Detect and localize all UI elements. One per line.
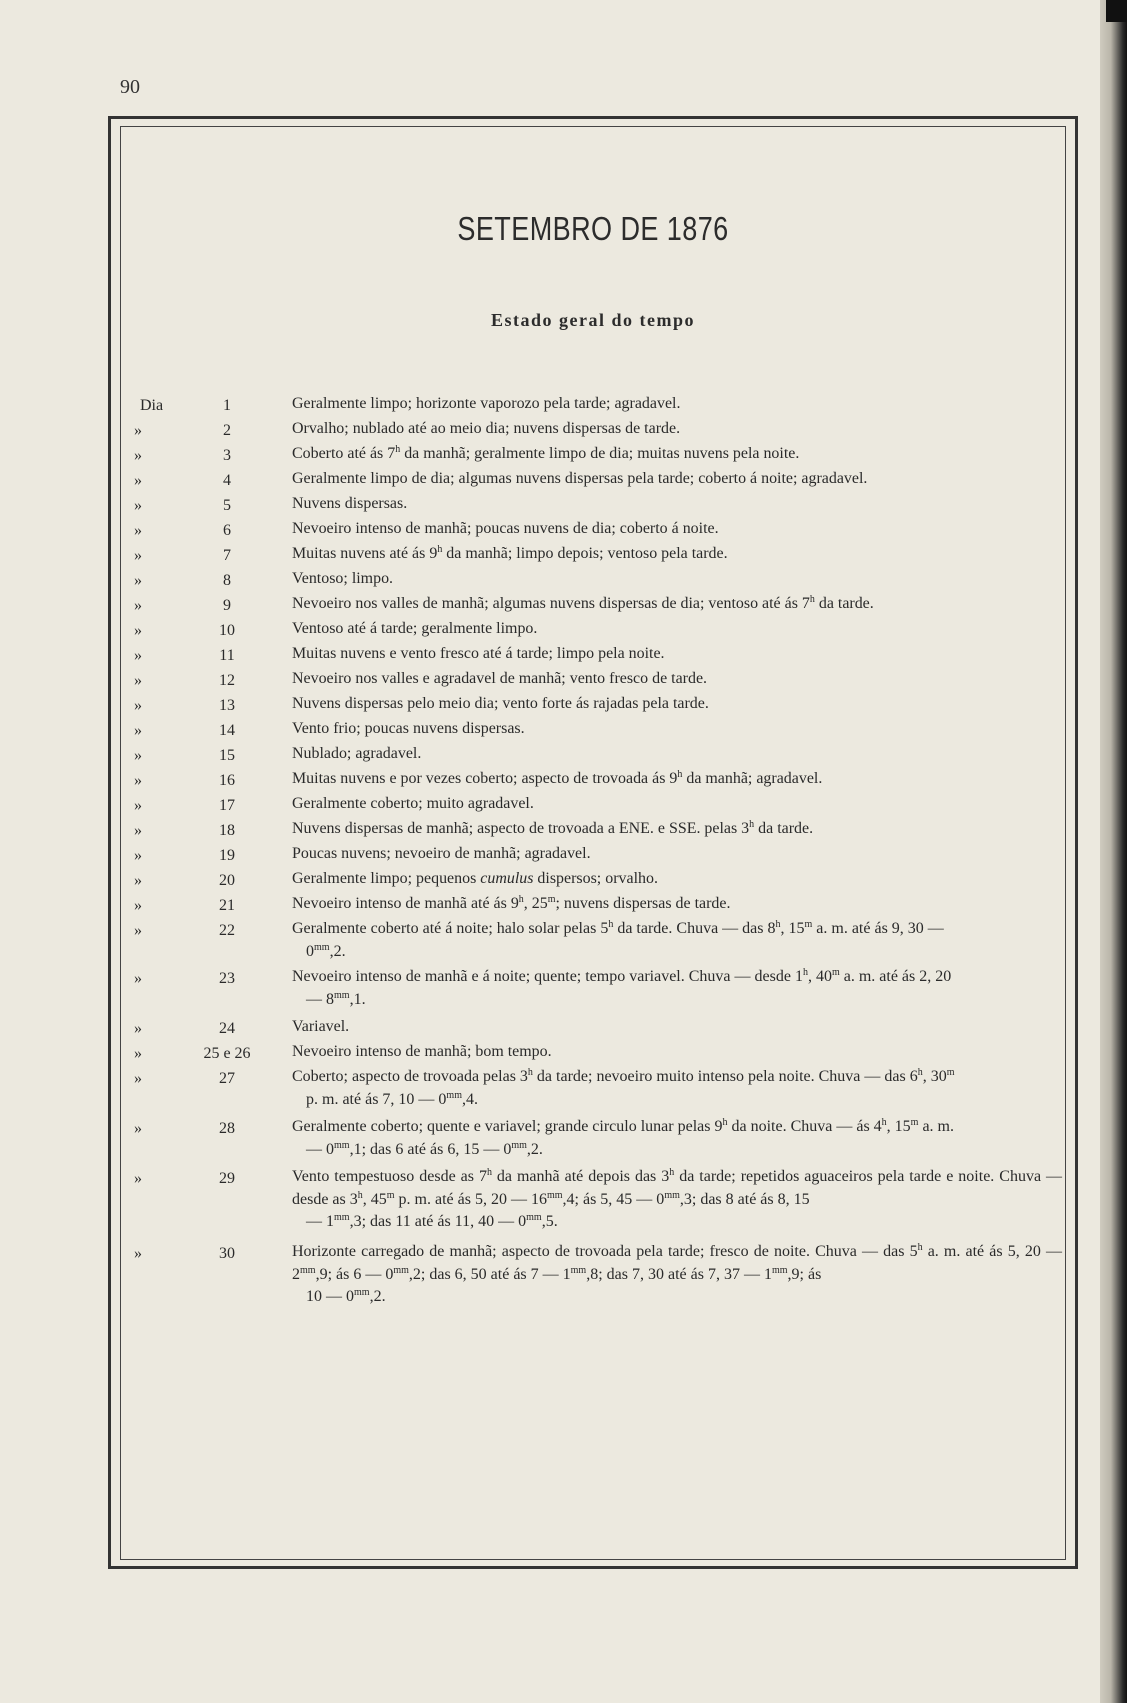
ditto-mark: »	[134, 722, 142, 739]
entry-text: Vento frio; poucas nuvens dispersas.	[292, 720, 525, 737]
entry-text: Nevoeiro nos valles e agradavel de manhã; vento fresco de tarde.	[292, 670, 708, 687]
ditto-mark: »	[134, 970, 142, 987]
entry-text: Horizonte carregado de manhã; aspecto de trovoada pela tarde; fresco de noite. Chuva — das 5$^h$ a. m. até ás 5, 20 — $2^{mm},9$; ás 6 — $0^{mm},2$; das 6, 50 até ás 7 — $1^{mm},8$; das 7, 30 até ás 7, 37 — $1^{mm},9$; ás 10 — $0^{mm},2$.	[292, 1241, 1062, 1309]
ditto-mark: »	[134, 622, 142, 639]
ditto-mark: »	[134, 472, 142, 489]
ditto-mark: »	[134, 922, 142, 939]
entry-text: Geralmente coberto; muito agradavel.	[292, 795, 534, 812]
ditto-mark: »	[134, 847, 142, 864]
ditto-mark: »	[134, 697, 142, 714]
entry-text: Geralmente limpo de dia; algumas nuvens dispersas pela tarde; coberto á noite; agradavel.	[292, 470, 868, 487]
ditto-mark: »	[134, 447, 142, 464]
entry-day: 1	[223, 397, 231, 414]
entry-day: 29	[219, 1170, 235, 1187]
entry-day: 17	[219, 797, 235, 814]
entry-text: Nevoeiro intenso de manhã; bom tempo.	[292, 1043, 552, 1060]
ditto-mark: »	[134, 422, 142, 439]
entry-day: 5	[223, 497, 231, 514]
entry-text: Poucas nuvens; nevoeiro de manhã; agradavel.	[292, 845, 591, 862]
entry-day: 25 e 26	[203, 1045, 251, 1062]
ditto-mark: »	[134, 1120, 142, 1137]
ditto-mark: »	[134, 547, 142, 564]
page-title: SETEMBRO DE 1876	[457, 210, 729, 247]
ditto-mark: »	[134, 1070, 142, 1087]
entry-text: Nuvens dispersas.	[292, 495, 408, 512]
entry-text: Coberto; aspecto de trovoada pelas 3$^h$ da tarde; nevoeiro muito intenso pela noite. Chuva — das 6$^h$, 30$^m$ p. m. até ás 7, 10 — $0^{mm},4$.	[292, 1066, 1062, 1111]
entry-text: Geralmente limpo; pequenos cumulus dispersos; orvalho.	[292, 870, 658, 887]
ditto-mark: »	[134, 872, 142, 889]
entry-day: 8	[223, 572, 231, 589]
entry-day: 12	[219, 672, 235, 689]
entry-day: 9	[223, 597, 231, 614]
ditto-mark: »	[134, 672, 142, 689]
ditto-mark: »	[134, 1245, 142, 1262]
entry-day: 14	[219, 722, 235, 739]
ditto-mark: »	[134, 497, 142, 514]
page-number: 90	[120, 76, 140, 98]
entry-text: Ventoso; limpo.	[292, 570, 394, 587]
ditto-mark: »	[134, 1170, 142, 1187]
ditto-mark: »	[134, 597, 142, 614]
section-subtitle: Estado geral do tempo	[491, 310, 695, 330]
entry-text: Nevoeiro intenso de manhã; poucas nuvens de dia; coberto á noite.	[292, 520, 719, 537]
entry-day: 19	[219, 847, 235, 864]
entry-day: 28	[219, 1120, 235, 1137]
entry-text: Ventoso até á tarde; geralmente limpo.	[292, 620, 538, 637]
entry-day: 21	[219, 897, 235, 914]
entry-day: 18	[219, 822, 235, 839]
entry-day: 16	[219, 772, 235, 789]
entry-text-continuation: — $8^{mm},1$.	[306, 989, 366, 1008]
entry-text-continuation: 10 — $0^{mm},2$.	[306, 1287, 386, 1305]
entry-day: 24	[219, 1020, 235, 1037]
entry-day: 20	[219, 872, 235, 889]
dia-label: Dia	[140, 397, 164, 414]
entry-day: 13	[219, 697, 235, 714]
ditto-mark: »	[134, 572, 142, 589]
entry-text: Variavel.	[292, 1018, 350, 1035]
entry-text: Geralmente coberto; quente e variavel; grande circulo lunar pelas 9$^h$ da noite. Chuva — ás 4$^h$, 15$^m$ a. m. — $0^{mm},1$; das 6 até ás 6, 15 — $0^{mm},2$.	[292, 1116, 1062, 1161]
entry-day: 2	[223, 422, 231, 439]
entry-text: Geralmente coberto até á noite; halo solar pelas 5$^h$ da tarde. Chuva — das 8$^h$, 15$^m$ a. m. até ás 9, 30 — $0^{mm},2$.	[292, 918, 1062, 963]
entry-text: Nuvens dispersas de manhã; aspecto de trovoada a ENE. e SSE. pelas 3$^h$ da tarde.	[292, 819, 814, 837]
entry-text: Muitas nuvens até ás 9$^h$ da manhã; limpo depois; ventoso pela tarde.	[292, 544, 728, 562]
ditto-mark: »	[134, 1020, 142, 1037]
entry-text: Nevoeiro intenso de manhã até ás 9$^h$, 25$^m$; nuvens dispersas de tarde.	[292, 894, 731, 912]
entry-day: 3	[223, 447, 231, 464]
entry-text: Nuvens dispersas pelo meio dia; vento forte ás rajadas pela tarde.	[292, 695, 709, 712]
entry-day: 15	[219, 747, 235, 764]
ditto-mark: »	[134, 1045, 142, 1062]
entry-text: Coberto até ás 7$^h$ da manhã; geralmente limpo de dia; muitas nuvens pela noite.	[292, 444, 800, 462]
ditto-mark: »	[134, 797, 142, 814]
entry-day: 22	[219, 922, 235, 939]
ditto-mark: »	[134, 897, 142, 914]
entry-text: Vento tempestuoso desde as 7$^h$ da manhã até depois das 3$^h$ da tarde; repetidos aguaceiros pela tarde e noite. Chuva — desde as 3$^h$, 45$^m$ p. m. até ás 5, 20 — $16^{mm},4$; ás 5, 45 — $0^{mm},3$; das 8 até ás 8, 15 — $1^{mm},3$; das 11 até ás 11, 40 — $0^{mm},5$.	[292, 1166, 1062, 1234]
ditto-mark: »	[134, 772, 142, 789]
entry-day: 10	[219, 622, 235, 639]
entry-text-continuation: — $0^{mm},1$; das 6 até ás 6, 15 — $0^{mm},2$.	[306, 1139, 543, 1158]
ditto-mark: »	[134, 822, 142, 839]
entry-text: Muitas nuvens e por vezes coberto; aspecto de trovoada ás 9$^h$ da manhã; agradavel.	[292, 769, 823, 787]
entry-day: 11	[219, 647, 235, 664]
ditto-mark: »	[134, 647, 142, 664]
entry-day: 27	[219, 1070, 235, 1087]
entry-text: Nevoeiro intenso de manhã e á noite; quente; tempo variavel. Chuva — desde 1$^h$, 40$^m$ a. m. até ás 2, 20 — $8^{mm},1$.	[292, 966, 1062, 1011]
ditto-mark: »	[134, 747, 142, 764]
entry-text-continuation: $0^{mm},2$.	[306, 941, 346, 960]
entry-text: Muitas nuvens e vento fresco até á tarde; limpo pela noite.	[292, 645, 665, 662]
entry-day: 6	[223, 522, 231, 539]
entry-text-continuation: p. m. até ás 7, 10 — $0^{mm},4$.	[306, 1089, 478, 1108]
entry-day: 30	[219, 1245, 235, 1262]
entry-text-continuation: — $1^{mm},3$; das 11 até ás 11, 40 — $0^{mm},5$.	[306, 1212, 558, 1230]
entry-text: Orvalho; nublado até ao meio dia; nuvens dispersas de tarde.	[292, 420, 681, 437]
entry-day: 23	[219, 970, 235, 987]
entry-day: 4	[223, 472, 231, 489]
ditto-mark: »	[134, 522, 142, 539]
entry-text: Nublado; agradavel.	[292, 745, 422, 762]
entry-text: Geralmente limpo; horizonte vaporozo pela tarde; agradavel.	[292, 395, 681, 412]
entry-day: 7	[223, 547, 231, 564]
entry-text: Nevoeiro nos valles de manhã; algumas nuvens dispersas de dia; ventoso até ás 7$^h$ da tarde.	[292, 594, 874, 612]
